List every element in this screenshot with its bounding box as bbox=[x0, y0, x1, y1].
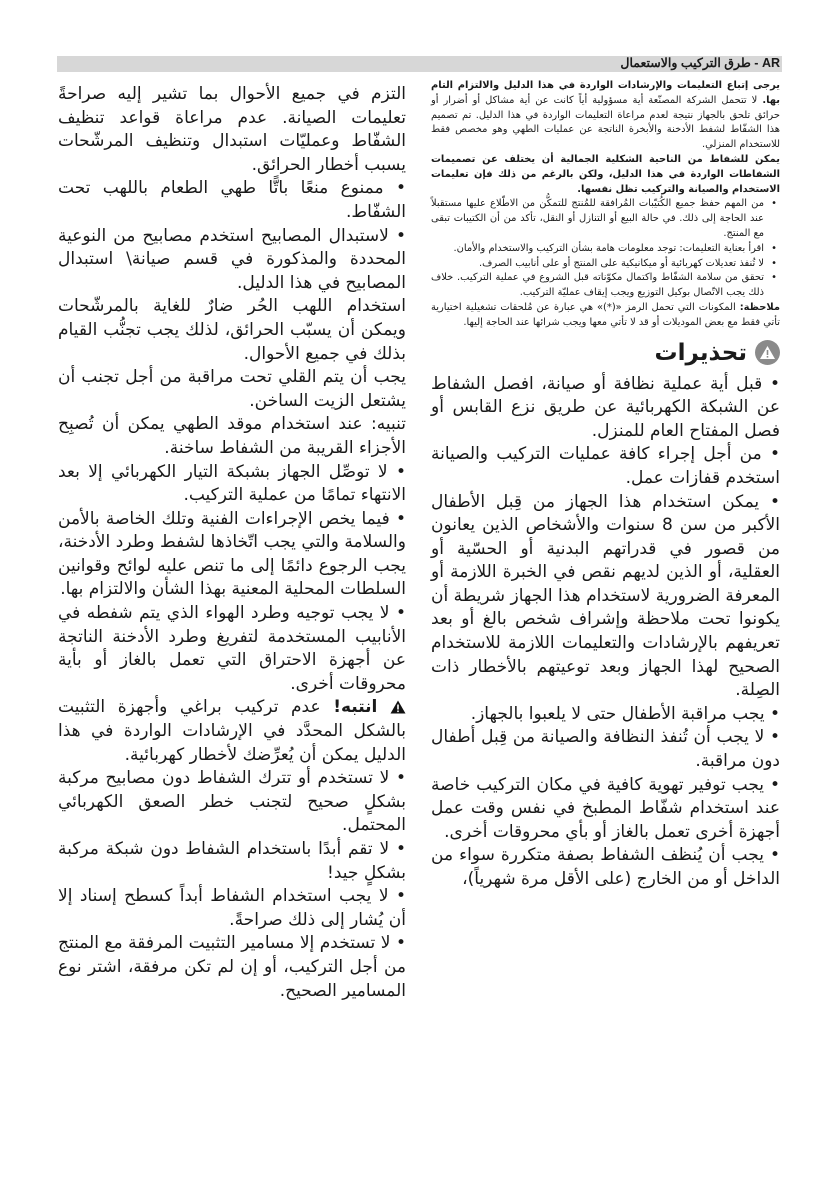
left-paragraph: استخدام اللهب الحُر ضارٌ للغاية بالمرشّحات ويمكن أن يسبّب الحرائق، لذلك يجب تجنُّب القيام بذلك في جميع الأحوال. bbox=[58, 296, 406, 364]
design-notice-text: يمكن للشفاط من الناحية الشكلية الجمالية أن يختلف عن تصميمات الشفاطات الواردة في هذا الدليل، ولكن بالرغم من ذلك فإن تعليمات الاستخدام والصيانة والتركيب تظل نفسها. bbox=[431, 153, 780, 195]
warning-item: • يجب أن يُنظف الشفاط بصفة متكررة سواء من الداخل أو من الخارج (على الأقل مرة شهرياً)، bbox=[431, 845, 780, 890]
warnings-title: تحذيرات bbox=[654, 339, 747, 366]
left-paragraph: • لا تقم أبدًا باستخدام الشفاط دون شبكة مركبة بشكلٍ جيد! bbox=[58, 839, 406, 883]
left-paragraph: • فيما يخص الإجراءات الفنية وتلك الخاصة بالأمن والسلامة والتي يجب اتّخاذها لشفط وطرد الأدخنة، يجب الرجوع دائمًا إلى ما تنص عليه لوائح وقوانين السلطات المحلية المعنية بهذا الشأن والالتزام بها. bbox=[58, 508, 406, 600]
info-bullet-4: • تحقق من سلامة الشفّاط واكتمال مكوّناته قبل الشروع في عملية التركيب. خلاف ذلك يجب الاتّصال بوكيل التوزيع ويجب إيقاف عمليّة التركيب. bbox=[431, 271, 780, 301]
warning-item: • يجب توفير تهوية كافية في مكان التركيب خاصة عند استخدام شفّاط المطبخ في نفس وقت عمل أجهزة أخرى تعمل بالغاز أو بأي محروقات أخرى. bbox=[431, 774, 780, 842]
left-paragraph: التزم في جميع الأحوال بما تشير إليه صراحةً تعليمات الصيانة. عدم مراعاة قواعد تنظيف الشفّاط وعمليّات استبدال وتنظيف المرشّحات يسبب أخطار الحرائق. bbox=[58, 84, 406, 175]
info-bullet-2: • اقرأ بعناية التعليمات: توجد معلومات هامة بشأن التركيب والاستخدام والأمان. bbox=[431, 242, 780, 257]
attention-icon bbox=[390, 700, 406, 714]
warning-icon bbox=[755, 340, 780, 365]
info-bullet-3: • لا تُنفذ تعديلات كهربائية أو ميكانيكية على المنتج أو على أنابيب الصرف. bbox=[431, 257, 780, 272]
warning-item: • يجب مراقبة الأطفال حتى لا يلعبوا بالجهاز. bbox=[470, 703, 780, 724]
header-bar bbox=[57, 56, 782, 72]
attention-label: انتبه! bbox=[333, 697, 378, 718]
warnings-heading bbox=[431, 337, 780, 369]
info-bullet-1: • من المهم حفظ جميع الكُتيّبات المُرافقة للمُنتج للتمكُّن من الاطّلاع عليها مستقبلاً عند الحاجة إلى ذلك. في حالة البيع أو التنازل أو النقل، تأكد من أن الكتيبات تبقى مع المنتج. bbox=[431, 197, 780, 241]
intro-bold: يرجى إتباع التعليمات والإرشادات الواردة في هذا الدليل والالتزام التام بها. bbox=[431, 80, 781, 106]
note-label: ملاحظة: bbox=[739, 301, 780, 313]
warning-item: • لا يجب أن تُنفذ النظافة والصيانة من قِبل أطفال دون مراقبة. bbox=[431, 727, 780, 772]
note-paragraph bbox=[431, 301, 780, 331]
warning-item: • قبل أية عملية نظافة أو صيانة، افصل الشفاط عن الشبكة الكهربائية عن طريق نزع القابس أو فصل المفتاح العام للمنزل. bbox=[431, 373, 780, 441]
header-title: AR - طرق التركيب والاستعمال bbox=[620, 56, 780, 70]
left-paragraph: • لا تستخدم إلا مسامير التثبيت المرفقة مع المنتج من أجل التركيب، أو إن لم تكن مرفقة، اشتر نوع المسامير الصحيح. bbox=[58, 933, 406, 1001]
intro-text: لا تتحمل الشركة المصنّعة أية مسؤولية أياً كانت عن أية مشاكل أو أضرار أو حرائق تلحق بالجهاز نتيجة لعدم مراعاة التعليمات الواردة في هذا الدليل. تم تصميم هذا الشفّاط لشفط الأدخنة والأبخرة الناتجة عن عمليات الطهي وهو مخصص فقط للاستخدام المنزلي. bbox=[431, 94, 780, 151]
left-paragraph: يجب أن يتم القلي تحت مراقبة من أجل تجنب أن يشتعل الزيت الساخن. bbox=[58, 367, 406, 411]
attention-text: عدم تركيب براغي وأجهزة التثبيت بالشكل المحدَّد في الإرشادات الواردة في هذا الدليل يمكن أن يُعرِّضك لأخطار كهربائية. bbox=[58, 697, 406, 765]
right-column bbox=[431, 79, 780, 892]
left-paragraph: • لا يجب استخدام الشفاط أبداً كسطح إسناد إلا أن يُشار إلى ذلك صراحةً. bbox=[58, 886, 406, 930]
left-paragraph: • لا يجب توجيه وطرد الهواء الذي يتم شفطه في الأنابيب المستخدمة لتفريغ وطرد الأدخنة الناتجة عن أجهزة الاحتراق التي تعمل بالغاز أو بأية محروقات أخرى. bbox=[58, 603, 406, 694]
left-paragraph: • ممنوع منعًا باتًّا طهي الطعام باللهب تحت الشفّاط. bbox=[58, 178, 406, 222]
design-notice bbox=[431, 153, 780, 197]
left-paragraph: • لا توصِّل الجهاز بشبكة التيار الكهربائي إلا بعد الانتهاء تمامًا من عملية التركيب. bbox=[58, 461, 406, 506]
left-paragraph: • لاستبدال المصابيح استخدم مصابيح من النوعية المحددة والمذكورة في قسم صيانة\ استبدال المصابيح في هذا الدليل. bbox=[58, 225, 406, 293]
warning-item: • من أجل إجراء كافة عمليات التركيب والصيانة استخدم قفازات عمل. bbox=[431, 444, 780, 488]
intro-paragraph bbox=[431, 79, 780, 153]
left-column bbox=[58, 83, 406, 1003]
warning-item: • يمكن استخدام هذا الجهاز من قِبل الأطفال الأكبر من سن 8 سنوات والأشخاص الذين يعانون من قصور في قدراتهم البدنية أو الحسّية أو العقلية، أو الذين لديهم نقص في الخبرة اللازمة أو المعرفة الضرورية لاستخدام هذا الجهاز شريطة أن يكونوا تحت ملاحظة وإشراف شخص بالغ أو بعد تعريفهم بالإرشادات والتعليمات اللازمة للاستخدام الصحيح لهذا الجهاز وبعد توعيتهم بالأخطار ذات الصِلة. bbox=[431, 491, 780, 701]
left-paragraph: • لا تستخدم أو تترك الشفاط دون مصابيح مركبة بشكلٍ صحيح لتجنب خطر الصعق الكهربائي المحتمل. bbox=[58, 768, 406, 836]
note-text: المكونات التي تحمل الرمز «(*)» هي عبارة عن مُلحقات تشغيلية اختيارية تأتي فقط مع بعض الموديلات أو قد لا تأتي معها ويجب شرائها عند الحاجة إليها. bbox=[431, 301, 780, 328]
left-paragraph: تنبيه: عند استخدام موقد الطهي يمكن أن تُصبِح الأجزاء القريبة من الشفاط ساخنة. bbox=[58, 414, 406, 458]
attention-paragraph bbox=[58, 696, 406, 767]
